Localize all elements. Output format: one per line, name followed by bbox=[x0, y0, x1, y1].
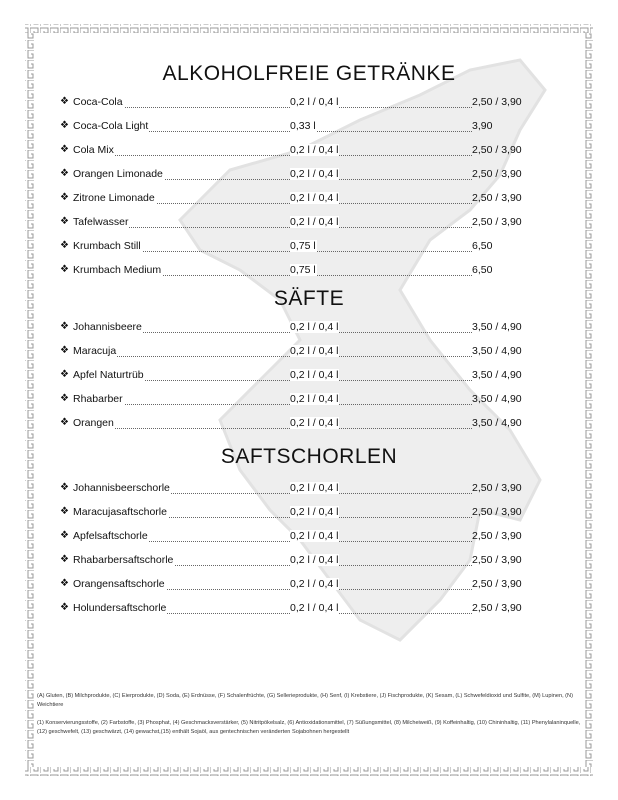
item-size: 0,75 l bbox=[290, 240, 316, 252]
menu-item bbox=[60, 602, 530, 618]
bullet-icon: ❖ bbox=[60, 554, 69, 565]
bullet-icon: ❖ bbox=[60, 506, 69, 517]
menu-item bbox=[60, 240, 530, 256]
item-price: 3,90 bbox=[472, 120, 493, 132]
section-title: ALKOHOLFREIE GETRÄNKE bbox=[162, 62, 456, 85]
bullet-icon: ❖ bbox=[60, 192, 69, 203]
dot-leader bbox=[290, 251, 472, 252]
item-price: 2,50 / 3,90 bbox=[472, 530, 522, 542]
bullet-icon: ❖ bbox=[60, 369, 69, 380]
item-price: 2,50 / 3,90 bbox=[472, 482, 522, 494]
bullet-icon: ❖ bbox=[60, 168, 69, 179]
item-price: 6,50 bbox=[472, 240, 493, 252]
item-name: Orangensaftschorle bbox=[73, 578, 165, 590]
item-size: 0,2 l / 0,4 l bbox=[290, 602, 339, 614]
bullet-icon: ❖ bbox=[60, 264, 69, 275]
item-name: Cola Mix bbox=[73, 144, 114, 156]
bullet-icon: ❖ bbox=[60, 120, 69, 131]
item-name: Maracujasaftschorle bbox=[73, 506, 167, 518]
bullet-icon: ❖ bbox=[60, 602, 69, 613]
item-size: 0,2 l / 0,4 l bbox=[290, 216, 339, 228]
item-price: 3,50 / 4,90 bbox=[472, 369, 522, 381]
item-price: 3,50 / 4,90 bbox=[472, 321, 522, 333]
menu-item bbox=[60, 192, 530, 208]
item-size: 0,2 l / 0,4 l bbox=[290, 96, 339, 108]
bullet-icon: ❖ bbox=[60, 482, 69, 493]
item-size: 0,2 l / 0,4 l bbox=[290, 345, 339, 357]
item-price: 2,50 / 3,90 bbox=[472, 96, 522, 108]
additive-legend: (1) Konservierungsstoffe, (2) Farbstoffe, (3) Phosphat, (4) Geschmacksverstärker, (5) Nitritpökelsalz, (6) Antioxidationsmittel, (7) Süßungsmittel, (8) Milcheiweiß, (9) Koffeinhaltig, (10) Chininhaltig, (11) Phenylalaninquelle, (12) geschwefelt, (13) geschwärzt, (14) gewachst,(15) enthält Sojaöl, aus gentechnischen veränderten Sojabohnen hergestellt bbox=[37, 720, 581, 735]
menu-item bbox=[60, 321, 530, 337]
menu-item bbox=[60, 530, 530, 546]
item-name: Tafelwasser bbox=[73, 216, 129, 228]
item-price: 2,50 / 3,90 bbox=[472, 554, 522, 566]
item-price: 2,50 / 3,90 bbox=[472, 192, 522, 204]
dot-leader bbox=[290, 275, 472, 276]
menu-item bbox=[60, 578, 530, 594]
menu-item bbox=[60, 369, 530, 385]
item-size: 0,2 l / 0,4 l bbox=[290, 393, 339, 405]
item-size: 0,2 l / 0,4 l bbox=[290, 417, 339, 429]
item-name: Rhabarber bbox=[73, 393, 123, 405]
menu-item bbox=[60, 506, 530, 522]
item-size: 0,2 l / 0,4 l bbox=[290, 506, 339, 518]
menu-item bbox=[60, 120, 530, 136]
bullet-icon: ❖ bbox=[60, 417, 69, 428]
item-price: 3,50 / 4,90 bbox=[472, 393, 522, 405]
menu-item bbox=[60, 264, 530, 280]
bullet-icon: ❖ bbox=[60, 321, 69, 332]
menu-item bbox=[60, 554, 530, 570]
menu-item bbox=[60, 216, 530, 232]
item-price: 2,50 / 3,90 bbox=[472, 506, 522, 518]
item-name: Apfel Naturtrüb bbox=[73, 369, 144, 381]
item-name: Johannisbeerschorle bbox=[73, 482, 170, 494]
item-size: 0,75 l bbox=[290, 264, 316, 276]
bullet-icon: ❖ bbox=[60, 144, 69, 155]
item-size: 0,2 l / 0,4 l bbox=[290, 530, 339, 542]
item-size: 0,2 l / 0,4 l bbox=[290, 321, 339, 333]
item-price: 2,50 / 3,90 bbox=[472, 216, 522, 228]
item-size: 0,2 l / 0,4 l bbox=[290, 554, 339, 566]
item-size: 0,2 l / 0,4 l bbox=[290, 144, 339, 156]
item-size: 0,2 l / 0,4 l bbox=[290, 482, 339, 494]
item-price: 6,50 bbox=[472, 264, 493, 276]
item-size: 0,2 l / 0,4 l bbox=[290, 578, 339, 590]
item-size: 0,2 l / 0,4 l bbox=[290, 168, 339, 180]
menu-item bbox=[60, 96, 530, 112]
item-price: 2,50 / 3,90 bbox=[472, 602, 522, 614]
item-name: Holundersaftschorle bbox=[73, 602, 167, 614]
bullet-icon: ❖ bbox=[60, 530, 69, 541]
dot-leader bbox=[290, 131, 472, 132]
menu-item bbox=[60, 482, 530, 498]
allergen-legend: (A) Gluten, (B) Milchprodukte, (C) Eierprodukte, (D) Soda, (E) Erdnüsse, (F) Schalenfrüchte, (G) Sellerieprodukte, (H) Senf, (I) Krebstiere, (J) Fischprodukte, (K) Sesam, (L) Schwefeldioxid und Sulfite, (M) Lupinen, (N) Weichtiere bbox=[37, 693, 573, 708]
item-name: Coca-Cola bbox=[73, 96, 123, 108]
item-name: Zitrone Limonade bbox=[73, 192, 155, 204]
item-size: 0,2 l / 0,4 l bbox=[290, 192, 339, 204]
menu-item bbox=[60, 168, 530, 184]
item-name: Krumbach Medium bbox=[73, 264, 162, 276]
bullet-icon: ❖ bbox=[60, 393, 69, 404]
section-title: SAFTSCHORLEN bbox=[220, 445, 398, 468]
menu-item bbox=[60, 417, 530, 433]
bullet-icon: ❖ bbox=[60, 578, 69, 589]
item-name: Orangen Limonade bbox=[73, 168, 163, 180]
item-name: Krumbach Still bbox=[73, 240, 141, 252]
bullet-icon: ❖ bbox=[60, 216, 69, 227]
bullet-icon: ❖ bbox=[60, 345, 69, 356]
item-name: Rhabarbersaftschorle bbox=[73, 554, 174, 566]
menu-item bbox=[60, 144, 530, 160]
item-name: Coca-Cola Light bbox=[73, 120, 149, 132]
item-name: Maracuja bbox=[73, 345, 117, 357]
item-price: 3,50 / 4,90 bbox=[472, 345, 522, 357]
section-title: SÄFTE bbox=[273, 287, 345, 310]
item-name: Orangen bbox=[73, 417, 114, 429]
menu-item bbox=[60, 345, 530, 361]
item-size: 0,33 l bbox=[290, 120, 316, 132]
item-price: 2,50 / 3,90 bbox=[472, 578, 522, 590]
item-price: 2,50 / 3,90 bbox=[472, 144, 522, 156]
menu-item bbox=[60, 393, 530, 409]
item-price: 2,50 / 3,90 bbox=[472, 168, 522, 180]
item-price: 3,50 / 4,90 bbox=[472, 417, 522, 429]
bullet-icon: ❖ bbox=[60, 96, 69, 107]
item-name: Apfelsaftschorle bbox=[73, 530, 148, 542]
bullet-icon: ❖ bbox=[60, 240, 69, 251]
item-size: 0,2 l / 0,4 l bbox=[290, 369, 339, 381]
item-name: Johannisbeere bbox=[73, 321, 142, 333]
